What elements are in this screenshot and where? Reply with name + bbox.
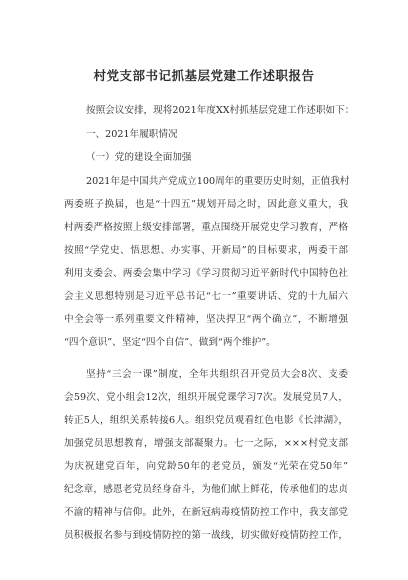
section-heading: 一、2021年履职情况 <box>86 129 178 140</box>
paragraph-line: 利用支委会、两委会集中学习《学习贯彻习近平新时代中国特色社 <box>64 268 348 279</box>
paragraph-line: 员积极报名参与到疫情防控的第一战线，切实做好疫情防控工作， <box>64 530 348 541</box>
paragraph-line: 按照“学党史、悟思想、办实事、开新局”的目标要求，两委干部 <box>64 245 348 256</box>
paragraph-line: “四个意识”、坚定“四个自信”、做到“两个维护”。 <box>64 337 276 348</box>
paragraph-line: 两委班子换届，也是“十四五”规划开局之时，因此意义重大，我 <box>64 199 348 210</box>
paragraph-line: 2021年是中国共产党成立100周年的重要历史时刻，正值我村 <box>86 176 350 187</box>
paragraph-line: 坚持“三会一课”制度，全年共组织召开党员大会8次、支委 <box>86 369 348 380</box>
report-title: 村党支部书记抓基层党建工作述职报告 <box>93 68 315 83</box>
paragraph-line: 为庆祝建党百年，向党龄50年的老党员，颁发“光荣在党50年” <box>64 461 348 472</box>
paragraph-line: 加强党员思想教育，增强支部凝聚力。七一之际，×××村党支部 <box>64 438 348 449</box>
paragraph-line: 纪念章，感恩老党员经身奋斗，为他们献上鲜花，传承他们的忠贞 <box>64 484 348 495</box>
paragraph-line: 村两委严格按照上级安排部署，重点围绕开展党史学习教育，严格 <box>64 222 348 233</box>
subsection-heading: （一）党的建设全面加强 <box>86 152 192 163</box>
paragraph-line: 会59次、党小组会12次，组织开展党课学习7次。发展党员7人， <box>64 392 348 403</box>
paragraph-line: 不渝的精神与信仰。此外，在新冠病毒疫情防控工作中，我支部党 <box>64 507 348 518</box>
paragraph-line: 中全会等一系列重要文件精神，坚决捍卫“两个确立”，不断增强 <box>64 314 348 325</box>
paragraph-line: 转正5人，组织关系转接6人。组织党员观看红色电影《长津湖》， <box>64 415 348 426</box>
intro-line: 按照会议安排，现将2021年度XX村抓基层党建工作述职如下： <box>86 105 355 116</box>
paragraph-line: 会主义思想特别是习近平总书记“七一”重要讲话、党的十九届六 <box>64 291 348 302</box>
